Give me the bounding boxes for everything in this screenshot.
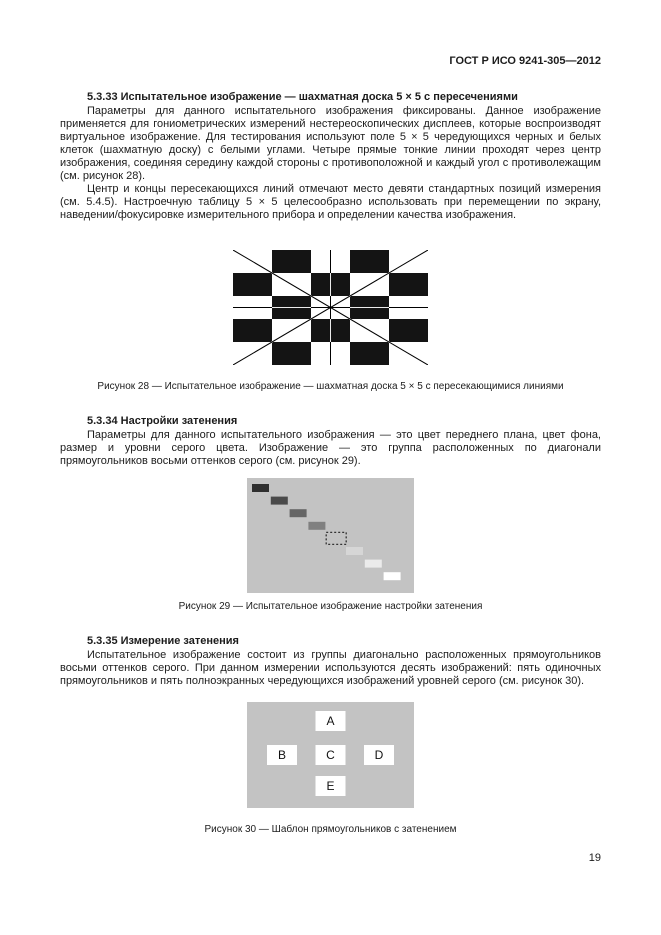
svg-text:D: D — [374, 748, 384, 762]
figure-28-checkerboard — [233, 250, 428, 365]
paragraph: Центр и концы пересекающихся линий отмечают место девяти стандартных позиций измерения (см. 5.4.5). Настроечную таблицу 5 × 5 целесообразно использовать при перемещении по экрану, наведении/фокусировке измерительного прибора и определении качества изображения. — [60, 183, 601, 221]
figure-29-shading — [247, 478, 414, 593]
figure-29-caption: Рисунок 29 — Испытательное изображение настройки затенения — [178, 601, 483, 612]
section-heading-5-3-34: 5.3.34 Настройки затенения — [87, 415, 238, 427]
svg-text:E: E — [326, 779, 335, 793]
figure-28-caption: Рисунок 28 — Испытательное изображение — шахматная доска 5 × 5 с пересекающимися линиями — [97, 381, 564, 392]
paragraph: Параметры для данного испытательного изображения фиксированы. Данное изображение применяется для гониометрических измерений нестереоскопических дисплеев, которые воспроизводят виртуальное изображение. Для тестирования используют поле 5 × 5 чередующихся черных и белых клеток (шахматную доску) с белыми углами. Четыре прямые тонкие линии проходят через центр изображения, соединяя середину каждой стороны с противоположной и каждый угол с противолежащим (см. рисунок 28). — [60, 105, 601, 182]
figure-30 — [60, 702, 601, 808]
paragraph: Параметры для данного испытательного изображения — это цвет переднего плана, цвет фона, размер и уровни серого цвета. Изображение — это группа расположенных по диагонали прямоугольников восьми оттенков серого (см. рисунок 29). — [60, 429, 601, 467]
page-number: 19 — [588, 852, 601, 864]
svg-text:B: B — [277, 748, 287, 762]
section-heading-5-3-35: 5.3.35 Измерение затенения — [87, 635, 239, 647]
section-5-3-34 — [60, 415, 601, 468]
paragraph: Испытательное изображение состоит из группы диагонально расположенных прямоугольников восьми оттенков серого. При данном измерении используются десять изображений: пять одиночных прямоугольников и пять полноэкранных чередующихся изображений уровней серого (см. рисунок 30). — [60, 649, 601, 687]
figure-29 — [60, 478, 601, 593]
figure-30-caption: Рисунок 30 — Шаблон прямоугольников с затенением — [204, 824, 457, 835]
section-heading-5-3-33: 5.3.33 Испытательное изображение — шахматная доска 5 × 5 с пересечениями — [87, 91, 518, 103]
figure-28 — [60, 250, 601, 365]
section-5-3-35 — [60, 635, 601, 688]
section-5-3-33 — [60, 91, 601, 222]
svg-text:A: A — [326, 714, 335, 728]
svg-text:C: C — [326, 748, 335, 762]
figure-30-template — [247, 702, 414, 808]
doc-header: ГОСТ Р ИСО 9241-305—2012 — [449, 55, 601, 67]
